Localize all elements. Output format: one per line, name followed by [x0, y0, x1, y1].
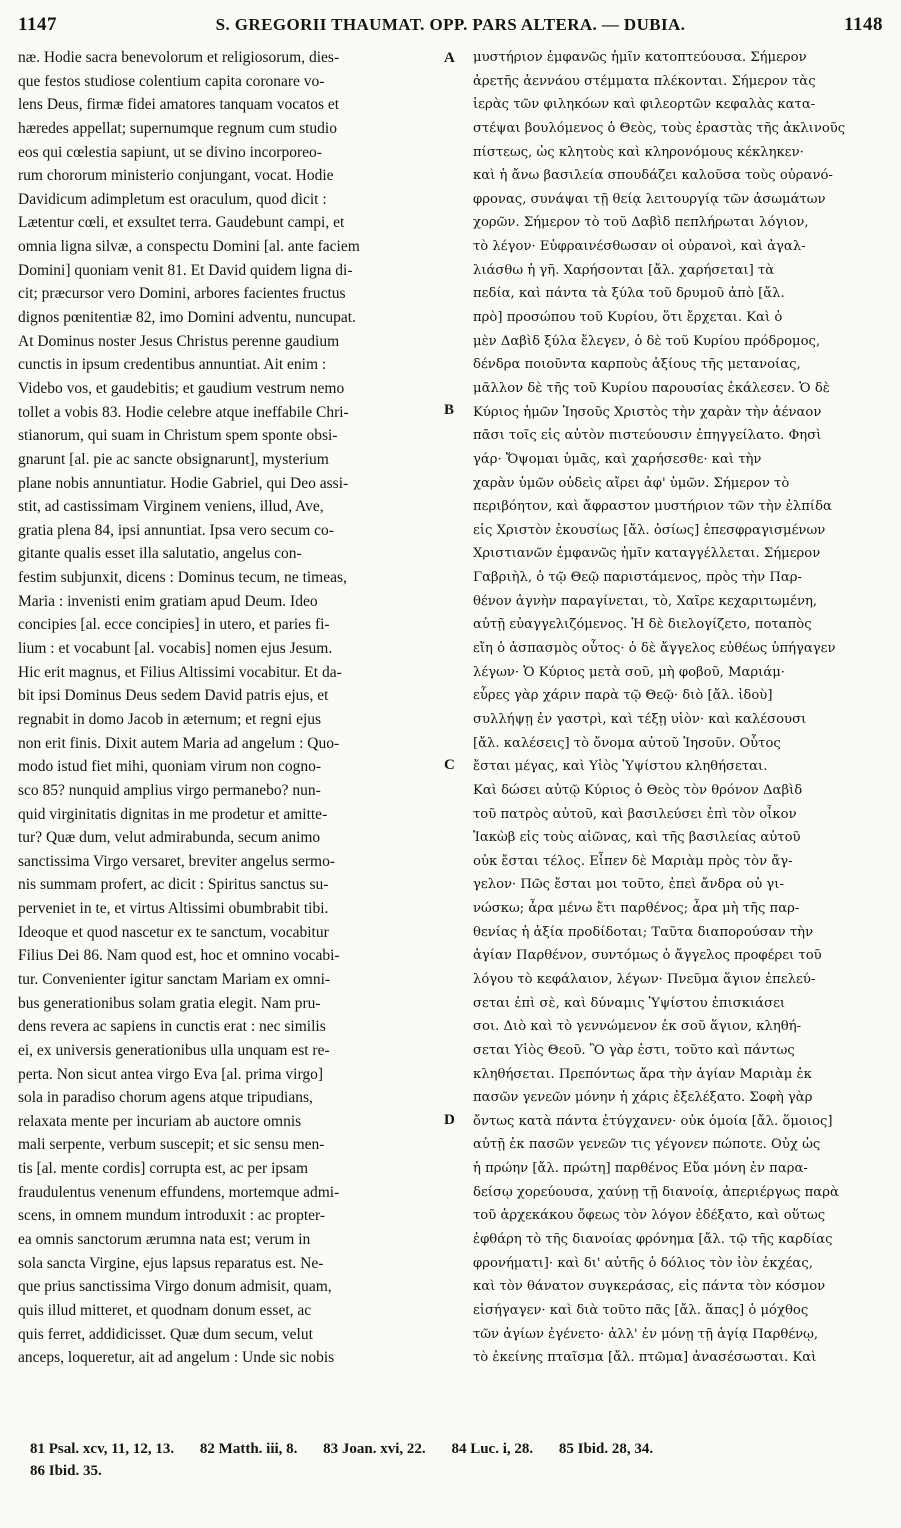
- text-line: perveniet in te, et virtus Altissimi obumbrabit tibi.: [18, 900, 329, 918]
- text-line: ἱερὰς τῶν φιληκόων καὶ φιλεορτῶν κεφαλὰς κατα-: [473, 97, 816, 113]
- text-line: γελον· Πῶς ἔσται μοι τοῦτο, ἐπεὶ ἄνδρα οὐ γι-: [473, 877, 784, 893]
- footnote-line-2: [30, 1460, 880, 1482]
- text-line: dens revera ac sapiens in cunctis erat : nec similis: [18, 1018, 326, 1036]
- text-line: sola in paradiso chorum agens atque tripudians,: [18, 1089, 313, 1107]
- edge-letter-a: A: [444, 50, 455, 66]
- text-line: τὸ ἐκείνης πταῖσμα [ἄλ. πτῶμα] ἀνασέσωσται. Καὶ: [473, 1350, 817, 1366]
- text-line: κληθήσεται. Πρεπόντως ἄρα τὴν ἁγίαν Μαριὰμ ἐκ: [473, 1066, 812, 1082]
- text-line: dignos pœnitentiæ 82, imo Domini adventu, nuncupat.: [18, 309, 356, 327]
- text-line: sanctissima Virgo versaret, breviter angelus sermo-: [18, 852, 336, 870]
- text-line: que prius sanctissima Virgo donum admisit, quam,: [18, 1278, 332, 1296]
- text-line: gratia plena 84, ipsi annuntiat. Ipsa vero secum co-: [18, 521, 334, 539]
- page-header: [0, 0, 901, 42]
- text-line: γάρ· Ὄψομαι ὑμᾶς, καὶ χαρήσεσθε· καὶ τὴν: [473, 451, 762, 467]
- text-line: Domini] quoniam venit 81. Et David quidem ligna di-: [18, 261, 353, 279]
- text-line: στέψαι βουλόμενος ὁ Θεὸς, τοὺς ἐραστὰς τῆς ἀκλινοῦς: [473, 120, 846, 136]
- text-line: οὐκ ἔσται τέλος. Εἶπεν δὲ Μαριὰμ πρὸς τὸν ἄγ-: [473, 853, 793, 869]
- text-line: φρονας, συνάψαι τῇ θείᾳ λειτουργίᾳ τῶν ἀσωμάτων: [473, 191, 826, 207]
- text-line: φρονήματι]· καὶ δι' αὐτῆς ὁ δόλιος τὸν ἰὸν ἐκχέας,: [473, 1255, 813, 1271]
- text-line: bus generationibus solam gratia elegit. Nam pru-: [18, 994, 321, 1012]
- text-line: αὐτῇ εὐαγγελιζόμενος. Ἡ δὲ διελογίζετο, ποταπὸς: [473, 617, 812, 633]
- text-line: scens, in omnem mundum introduxit : ac propter-: [18, 1207, 326, 1225]
- footnote: 84 Luc. i, 28.: [451, 1441, 534, 1457]
- text-line: gitante qualis esset illa salutatio, angelus con-: [18, 545, 302, 563]
- text-line: hæredes appellat; supernumque regnum cum studio: [18, 119, 337, 137]
- text-line: quis illud mitteret, et quodnam donum esset, ac: [18, 1301, 312, 1319]
- text-line: λέγων· Ὁ Κύριος μετὰ σοῦ, μὴ φοβοῦ, Μαριάμ·: [473, 664, 785, 680]
- text-line: Ideoque et quod nascetur ex te sanctum, vocabitur: [18, 923, 329, 941]
- text-line: que festos studiose colentium capita coronare vo-: [18, 72, 325, 90]
- text-line: tollet a vobis 83. Hodie celebre atque ineffabile Chri-: [18, 403, 349, 421]
- latin-column: [18, 46, 438, 1370]
- text-line: perta. Non sicut antea virgo Eva [al. prima virgo]: [18, 1065, 324, 1083]
- text-line: ἔσται μέγας, καὶ Υἱὸς Ὑψίστου κληθήσεται.: [473, 759, 768, 775]
- text-line: τῶν ἁγίων ἐγένετο· ἀλλ' ἐν μόνῃ τῇ ἁγίᾳ Παρθένῳ,: [473, 1326, 819, 1342]
- text-line: ἁγίαν Παρθένον, συντόμως ὁ ἄγγελος προφέρει τοῦ: [473, 948, 822, 964]
- text-line: χαρὰν ὑμῶν οὐδεὶς αἴρει ἀφ' ὑμῶν. Σήμερον τὸ: [473, 475, 790, 491]
- text-line: ei, ex universis generationibus ulla unquam est re-: [18, 1041, 330, 1059]
- text-line: ἀρετῆς ἀεννάου στέμματα πλέκονται. Σήμερον τὰς: [473, 73, 816, 89]
- text-line: ὄντως κατὰ πάντα ἐτύγχανεν· οὐκ ὁμοία [ἄλ. ὅμοιος]: [473, 1113, 833, 1129]
- text-line: Κύριος ἡμῶν Ἰησοῦς Χριστὸς τὴν χαρὰν τὴν ἀέναον: [473, 404, 822, 420]
- text-line: πᾶσι τοῖς εἰς αὐτὸν πιστεύουσιν ἐπηγγείλατο. Φησὶ: [473, 428, 822, 444]
- text-line: θενίας ἡ ἀξία προδίδοται; Ταῦτα διαπορούσαν τὴν: [473, 924, 814, 940]
- text-line: rum chororum ministerio conjungant, vocat. Hodie: [18, 167, 334, 185]
- text-line: quid virginitatis dignitas in me prodetur et amitte-: [18, 805, 328, 823]
- text-line: festim subjunxit, dicens : Dominus tecum, ne timeas,: [18, 569, 347, 587]
- text-line: εἰσήγαγεν· καὶ διὰ τοῦτο πᾶς [ἄλ. ἅπας] ὁ μόχθος: [473, 1302, 809, 1318]
- edge-letter-b: B: [444, 402, 455, 418]
- page-number-left: 1147: [18, 14, 57, 35]
- running-title: S. GREGORII THAUMAT. OPP. PARS ALTERA. — DUBIA.: [215, 15, 686, 34]
- text-line: μᾶλλον δὲ τῆς τοῦ Κυρίου παρουσίας ἐκάλεσεν. Ὁ δὲ: [473, 380, 830, 396]
- edge-letter-c: C: [444, 757, 455, 773]
- text-line: næ. Hodie sacra benevolorum et religiosorum, dies-: [18, 49, 340, 66]
- footnote: 83 Joan. xvi, 22.: [323, 1441, 426, 1457]
- text-line: πασῶν γενεῶν μόνην ἡ χάρις ἐξελέξατο. Σοφὴ γὰρ: [473, 1090, 813, 1106]
- text-line: αὐτῇ ἐκ πασῶν γενεῶν τις γέγονεν πώποτε. Οὐχ ὡς: [473, 1137, 821, 1153]
- text-line: σοι. Διὸ καὶ τὸ γεννώμενον ἐκ σοῦ ἅγιον, κληθή-: [473, 1019, 802, 1035]
- text-line: δένδρα ποιοῦντα καρποὺς ἀξίους τῆς μετανοίας,: [473, 357, 801, 373]
- text-line: eos qui cœlestia sapiunt, ut se divino incorporeo-: [18, 143, 322, 161]
- text-line: non erit finis. Dixit autem Maria ad angelum : Quo-: [18, 734, 340, 752]
- text-line: Ἰακὼβ εἰς τοὺς αἰῶνας, καὶ τῆς βασιλείας αὐτοῦ: [473, 830, 801, 846]
- text-line: καὶ ἡ ἄνω βασιλεία σπουδάζει καλοῦσα τοὺς οὐρανό-: [473, 168, 833, 184]
- text-line: Videbo vos, et gaudebitis; et gaudium vestrum nemo: [18, 379, 345, 397]
- text-line: sola sancta Virgine, ejus lapsus reparatus est. Ne-: [18, 1254, 324, 1272]
- text-line: λόγου τὸ κεφάλαιον, λέγων· Πνεῦμα ἅγιον ἐπελεύ-: [473, 971, 816, 987]
- text-line: sco 85? nunquid amplius virgo permanebo? nun-: [18, 781, 321, 799]
- text-line: τὸ λέγον· Εὐφραινέσθωσαν οἱ οὐρανοὶ, καὶ ἀγαλ-: [473, 239, 806, 255]
- text-line: σεται Υἱὸς Θεοῦ. Ὃ γὰρ ἐστι, τοῦτο καὶ πάντως: [473, 1042, 795, 1058]
- text-line: stit, ad castissimam Virginem veniens, illud, Ave,: [18, 498, 324, 516]
- text-line: cit; præcursor vero Domini, arbores facientes fructus: [18, 285, 346, 303]
- text-line: περιβόητον, καὶ ἄφραστον μυστήριον τῶν τὴν ἐλπίδα: [473, 499, 832, 515]
- text-line: μυστήριον ἐμφανῶς ἡμῖν κατοπτεύουσα. Σήμερον: [473, 50, 807, 65]
- text-line: πρὸ] προσώπου τοῦ Κυρίου, ὅτι ἔρχεται. Καὶ ὁ: [473, 310, 783, 326]
- text-line: concipies [al. ecce concipies] in utero, et paries fi-: [18, 616, 330, 634]
- text-line: At Dominus noster Jesus Christus perenne gaudium: [18, 332, 340, 350]
- text-line: λιάσθω ἡ γῆ. Χαρήσονται [ἄλ. χαρήσεται] τὰ: [473, 262, 775, 278]
- text-line: [ἄλ. καλέσεις] τὸ ὄνομα αὐτοῦ Ἰησοῦν. Οὗτος: [473, 735, 781, 751]
- footnote: 81 Psal. xcv, 11, 12, 13.: [30, 1441, 175, 1457]
- text-line: bit ipsi Dominus Deus sedem David patris ejus, et: [18, 687, 329, 705]
- text-line: δείσῳ χορεύουσα, χαύνῃ τῇ διανοίᾳ, ἀπεριέργως παρὰ: [473, 1184, 839, 1200]
- text-line: stianorum, qui suam in Christum spem sponte obsi-: [18, 427, 338, 445]
- text-line: regnabit in domo Jacob in æternum; et regni ejus: [18, 710, 322, 728]
- text-line: gnarunt [al. pie ac sancte obsignarunt], mysterium: [18, 450, 329, 468]
- footnote: 85 Ibid. 28, 34.: [558, 1441, 654, 1457]
- text-line: tis [al. mente cordis] corrupta est, ac per ipsam: [18, 1160, 309, 1178]
- text-line: νώσκω; ἆρα μένω ἔτι παρθένος; ἆρα μὴ τῆς παρ-: [473, 901, 800, 917]
- text-line: relaxata mente per incuriam ab auctore omnis: [18, 1112, 302, 1130]
- text-line: tur. Convenienter igitur sanctam Mariam ex omni-: [18, 970, 331, 988]
- text-line: modo istud fiet mihi, quoniam virum non cogno-: [18, 758, 322, 776]
- text-line: Davidicum adimpletum est oraculum, quod dicit :: [18, 190, 327, 208]
- text-line: θένον ἁγνὴν παραγίνεται, τὸ, Χαῖρε κεχαριτωμένη,: [473, 593, 818, 609]
- text-line: omnia ligna silvæ, a conspectu Domini [al. ante faciem: [18, 238, 360, 256]
- text-line: cunctis in ipsum credentibus annuntiat. Ait enim :: [18, 356, 327, 374]
- text-line: μὲν Δαβὶδ ξύλα ἔλεγεν, ὁ δὲ τοῦ Κυρίου πρόδρομος,: [473, 333, 821, 349]
- text-line: σεται ἐπὶ σὲ, καὶ δύναμις Ὑψίστου ἐπισκιάσει: [473, 995, 786, 1011]
- text-line: Χριστιανῶν ἐμφανῶς ἡμῖν καταγγέλλεται. Σήμερον: [473, 546, 821, 562]
- footnotes: [30, 1438, 880, 1482]
- text-line: Maria : invenisti enim gratiam apud Deum. Ideo: [18, 592, 318, 610]
- text-line: quis ferret, addidicisset. Quæ dum secum, velut: [18, 1325, 313, 1343]
- page-number-right: 1148: [844, 14, 883, 35]
- text-line: lens Deus, firmæ fidei amatores tanquam vocatos et: [18, 96, 340, 114]
- text-line: πεδία, καὶ πάντα τὰ ξύλα τοῦ δρυμοῦ ἀπὸ [ἄλ.: [473, 286, 785, 302]
- text-line: lium : et vocabunt [al. vocabis] nomen ejus Jesum.: [18, 640, 333, 658]
- footnote: 86 Ibid. 35.: [30, 1463, 102, 1479]
- text-line: anceps, loqueretur, ait ad angelum : Unde sic nobis: [18, 1349, 335, 1367]
- text-line: Hic erit magnus, et Filius Altissimi vocabitur. Et da-: [18, 663, 342, 681]
- footnote-line-1: [30, 1438, 880, 1460]
- text-line: ἡ πρώην [ἄλ. πρώτη] παρθένος Εὔα μόνη ἐν παρα-: [473, 1161, 808, 1177]
- footnote: 82 Matth. iii, 8.: [199, 1441, 298, 1457]
- text-line: πίστεως, ὡς κλητοὺς καὶ κληρονόμους κέκληκεν·: [473, 144, 804, 160]
- text-line: καὶ τὸν θάνατον συγκεράσας, εἰς πάντα τὸν κόσμον: [473, 1279, 826, 1295]
- edge-letter-d: D: [444, 1112, 455, 1128]
- text-line: συλλήψῃ ἐν γαστρὶ, καὶ τέξῃ υἱὸν· καὶ καλέσουσι: [473, 711, 807, 727]
- text-line: εἰς Χριστὸν ἑκουσίως [ἄλ. ὁσίως] ἐπεσφραγισμένων: [473, 522, 826, 538]
- text-line: Filius Dei 86. Nam quod est, hoc et omnino vocabi-: [18, 947, 340, 965]
- text-line: Lætentur cœli, et exsultet terra. Gaudebunt campi, et: [18, 214, 345, 232]
- text-line: nis summam profert, ac dicit : Spiritus sanctus su-: [18, 876, 329, 894]
- text-line: plane nobis annuntiatur. Hodie Gabriel, qui Deo assi-: [18, 474, 349, 492]
- text-line: tur? Quæ dum, velut admirabunda, secum animo: [18, 829, 321, 847]
- greek-column: [473, 46, 885, 1370]
- text-line: ea omnis sanctorum ærumna nata est; verum in: [18, 1231, 311, 1249]
- text-line: Καὶ δώσει αὐτῷ Κύριος ὁ Θεὸς τὸν θρόνον Δαβὶδ: [473, 782, 803, 798]
- text-line: ἐφθάρη τὸ τῆς διανοίας φρόνημα [ἄλ. τῷ τῆς καρδίας: [473, 1232, 833, 1248]
- text-line: τοῦ ἀρχεκάκου ὄφεως τὸν λόγον ἐδέξατο, καὶ οὕτως: [473, 1208, 826, 1224]
- text-line: εἴη ὁ ἀσπασμὸς οὗτος· ὁ δὲ ἄγγελος εὐθέως ὑπήγαγεν: [473, 641, 836, 657]
- text-line: τοῦ πατρὸς αὐτοῦ, καὶ βασιλεύσει ἐπὶ τὸν οἶκον: [473, 806, 797, 822]
- text-line: Γαβριὴλ, ὁ τῷ Θεῷ παριστάμενος, πρὸς τὴν Παρ-: [473, 570, 802, 586]
- text-line: fraudulentus venenum effundens, mortemque admi-: [18, 1183, 340, 1201]
- text-line: χορῶν. Σήμερον τὸ τοῦ Δαβὶδ πεπλήρωται λόγιον,: [473, 215, 809, 231]
- text-line: εὗρες γὰρ χάριν παρὰ τῷ Θεῷ· διὸ [ἄλ. ἰδοὺ]: [473, 688, 773, 704]
- text-line: mali serpente, verbum suscepit; et sic sensu men-: [18, 1136, 325, 1154]
